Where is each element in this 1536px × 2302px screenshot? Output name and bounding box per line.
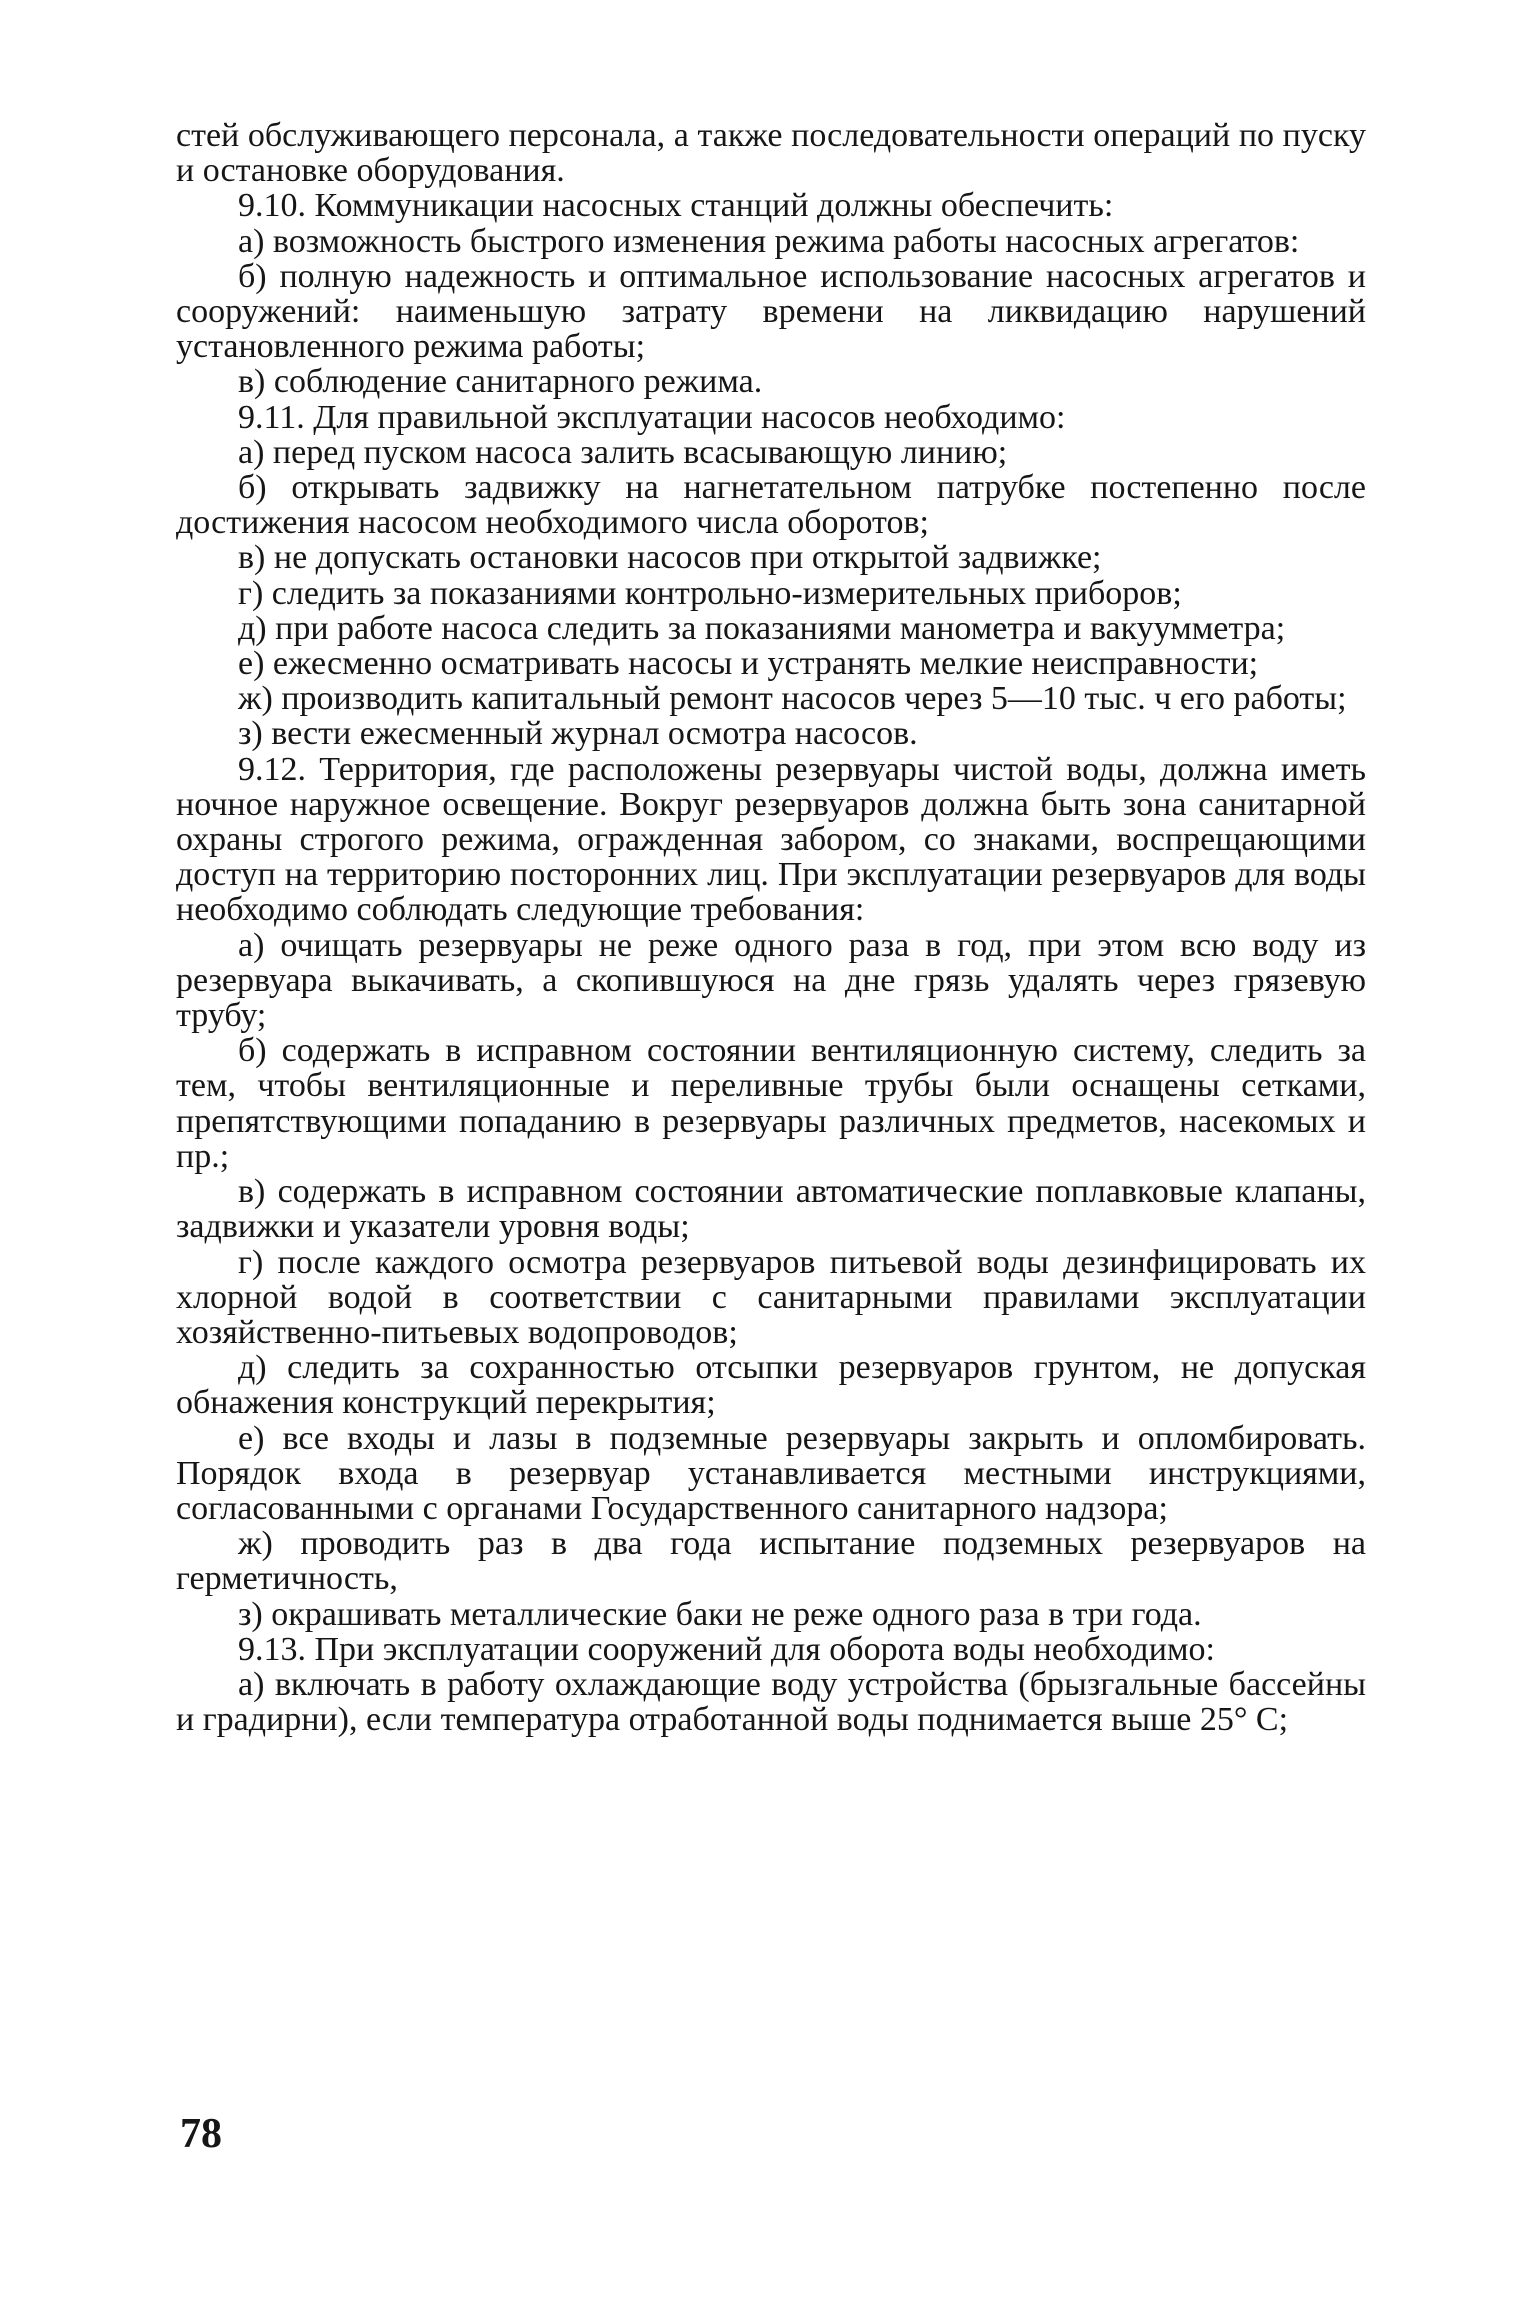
paragraph-9-10-v: в) соблюдение санитарного режима.	[238, 363, 763, 401]
paragraph-continuation: стей обслуживающего персонала, а также последовательности операций по пуску и остановке оборудования.	[176, 117, 1366, 190]
paragraph-9-12-b: б) содержать в исправном состоянии вентиляционную систему, следить за тем, чтобы вентиляционные и переливные трубы были оснащены сетками, препятствующими попаданию в резервуары различных предметов, насекомых и пр.;	[176, 1032, 1366, 1175]
paragraph-9-12-e: е) все входы и лазы в подземные резервуары закрыть и опломбировать. Порядок входа в резервуар устанавливается местными инструкциями, согласованными с органами Государственного санитарного надзора;	[176, 1419, 1366, 1527]
paragraph-9-12-zh: ж) проводить раз в два года испытание подземных резервуаров на герметичность,	[176, 1525, 1366, 1598]
page-number: 78	[180, 2111, 222, 2157]
paragraph-9-12-g: г) после каждого осмотра резервуаров питьевой воды дезинфицировать их хлорной водой в соответствии с санитарными правилами эксплуатации хозяйственно-питьевых водопроводов;	[176, 1243, 1366, 1351]
paragraph-9-13-a: а) включать в работу охлаждающие воду устройства (брызгальные бассейны и градирни), если температура отработанной воды поднимается выше 25° С;	[176, 1665, 1366, 1739]
paragraph-9-12-a: а) очищать резервуары не реже одного раза в год, при этом всю воду из резервуара выкачивать, а скопившуюся на дне грязь удалять через грязевую трубу;	[176, 926, 1366, 1035]
paragraph-9-13-heading: 9.13. При эксплуатации сооружений для оборота воды необходимо:	[238, 1630, 1215, 1668]
paragraph-9-11-v: в) не допускать остановки насосов при открытой задвижке;	[238, 539, 1102, 577]
paragraph-9-11-g: г) следить за показаниями контрольно-измерительных приборов;	[238, 574, 1182, 612]
paragraph-9-12-v: в) содержать в исправном состоянии автоматические поплавковые клапаны, задвижки и указатели уровня воды;	[176, 1173, 1366, 1246]
paragraph-9-11-e: е) ежесменно осматривать насосы и устранять мелкие неисправности;	[238, 645, 1259, 683]
paragraph-9-11-b: б) открывать задвижку на нагнетательном патрубке постепенно после достижения насосом необходимого числа оборотов;	[176, 469, 1366, 542]
paragraph-9-12-heading: 9.12. Территория, где расположены резервуары чистой воды, должна иметь ночное наружное освещение. Вокруг резервуаров должна быть зона санитарной охраны строгого режима, огражденная забором, со знаками, воспрещающими доступ на территорию посторонних лиц. При эксплуатации резервуаров для воды необходимо соблюдать следующие требования:	[176, 750, 1366, 929]
paragraph-9-11-a: а) перед пуском насоса залить всасывающую линию;	[238, 433, 1008, 471]
paragraph-9-12-d: д) следить за сохранностью отсыпки резервуаров грунтом, не допуская обнажения конструкций перекрытия;	[176, 1349, 1366, 1422]
paragraph-9-10-b: б) полную надежность и оптимальное использование насосных агрегатов и сооружений: наименьшую затрату времени на ликвидацию нарушений установленного режима работы;	[176, 257, 1366, 366]
paragraph-9-10-heading: 9.10. Коммуникации насосных станций должны обеспечить:	[238, 187, 1114, 225]
body-text	[176, 118, 1366, 1737]
paragraph-9-11-z: з) вести ежесменный журнал осмотра насосов.	[238, 715, 918, 753]
paragraph-9-10-a: а) возможность быстрого изменения режима работы насосных агрегатов:	[238, 222, 1300, 260]
paragraph-9-12-z: з) окрашивать металлические баки не реже одного раза в три года.	[238, 1595, 1202, 1633]
paragraph-9-11-zh: ж) производить капитальный ремонт насосов через 5—10 тыс. ч его работы;	[238, 680, 1347, 718]
paragraph-9-11-heading: 9.11. Для правильной эксплуатации насосов необходимо:	[238, 398, 1066, 436]
paragraph-9-11-d: д) при работе насоса следить за показаниями манометра и вакуумметра;	[238, 609, 1286, 647]
